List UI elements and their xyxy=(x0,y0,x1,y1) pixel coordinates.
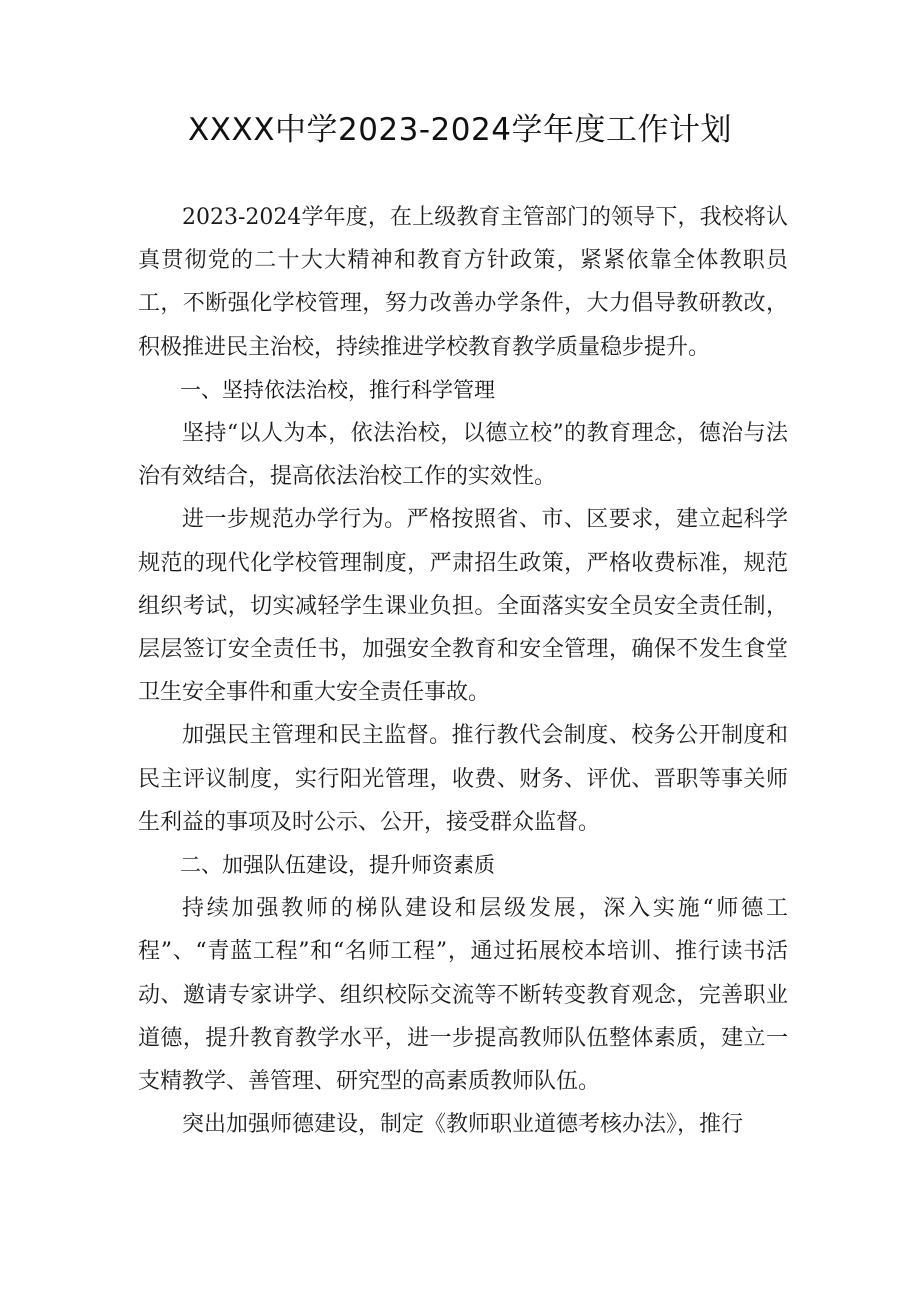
body-paragraph: 突出加强师德建设，制定《教师职业道德考核办法》，推行 xyxy=(182,1112,744,1138)
body-paragraph: 进一步规范办学行为。严格按照省、市、区要求，建立起科学规范的现代化学校管理制度，严肃招生政策，严格收费标准，规范组织考试，切实减轻学生课业负担。全面落实安全员安全责任制，层层签订安全责任书，加强安全教育和安全管理，确保不发生食堂卫生安全事件和重大安全责任事故。 xyxy=(138,507,788,706)
body-paragraph: 坚持“以人为本，依法治校，以德立校”的教育理念，德治与法治有效结合，提高依法治校工作的实效性。 xyxy=(138,421,788,490)
document-title: XXXX中学2023-2024学年度工作计划 xyxy=(188,112,732,148)
document-body xyxy=(138,196,788,1146)
body-paragraph: 加强民主管理和民主监督。推行教代会制度、校务公开制度和民主评议制度，实行阳光管理，收费、财务、评优、晋职等事关师生利益的事项及时公示、公开，接受群众监督。 xyxy=(138,723,788,835)
section-heading-2: 二、加强队伍建设，提升师资素质 xyxy=(180,853,495,878)
section-heading-1: 一、坚持依法治校，推行科学管理 xyxy=(180,377,495,402)
body-paragraph: 持续加强教师的梯队建设和层级发展，深入实施“师德工程”、“青蓝工程”和“名师工程”，通过拓展校本培训、推行读书活动、邀请专家讲学、组织校际交流等不断转变教育观念，完善职业道德，提升教育教学水平，进一步提高教师队伍整体素质，建立一支精教学、善管理、研究型的高素质教师队伍。 xyxy=(138,896,788,1095)
intro-paragraph: 2023-2024学年度，在上级教育主管部门的领导下，我校将认真贯彻党的二十大大精神和教育方针政策，紧紧依靠全体教职员工，不断强化学校管理，努力改善办学条件，大力倡导教研教改，积极推进民主治校，持续推进学校教育教学质量稳步提升。 xyxy=(138,205,788,360)
